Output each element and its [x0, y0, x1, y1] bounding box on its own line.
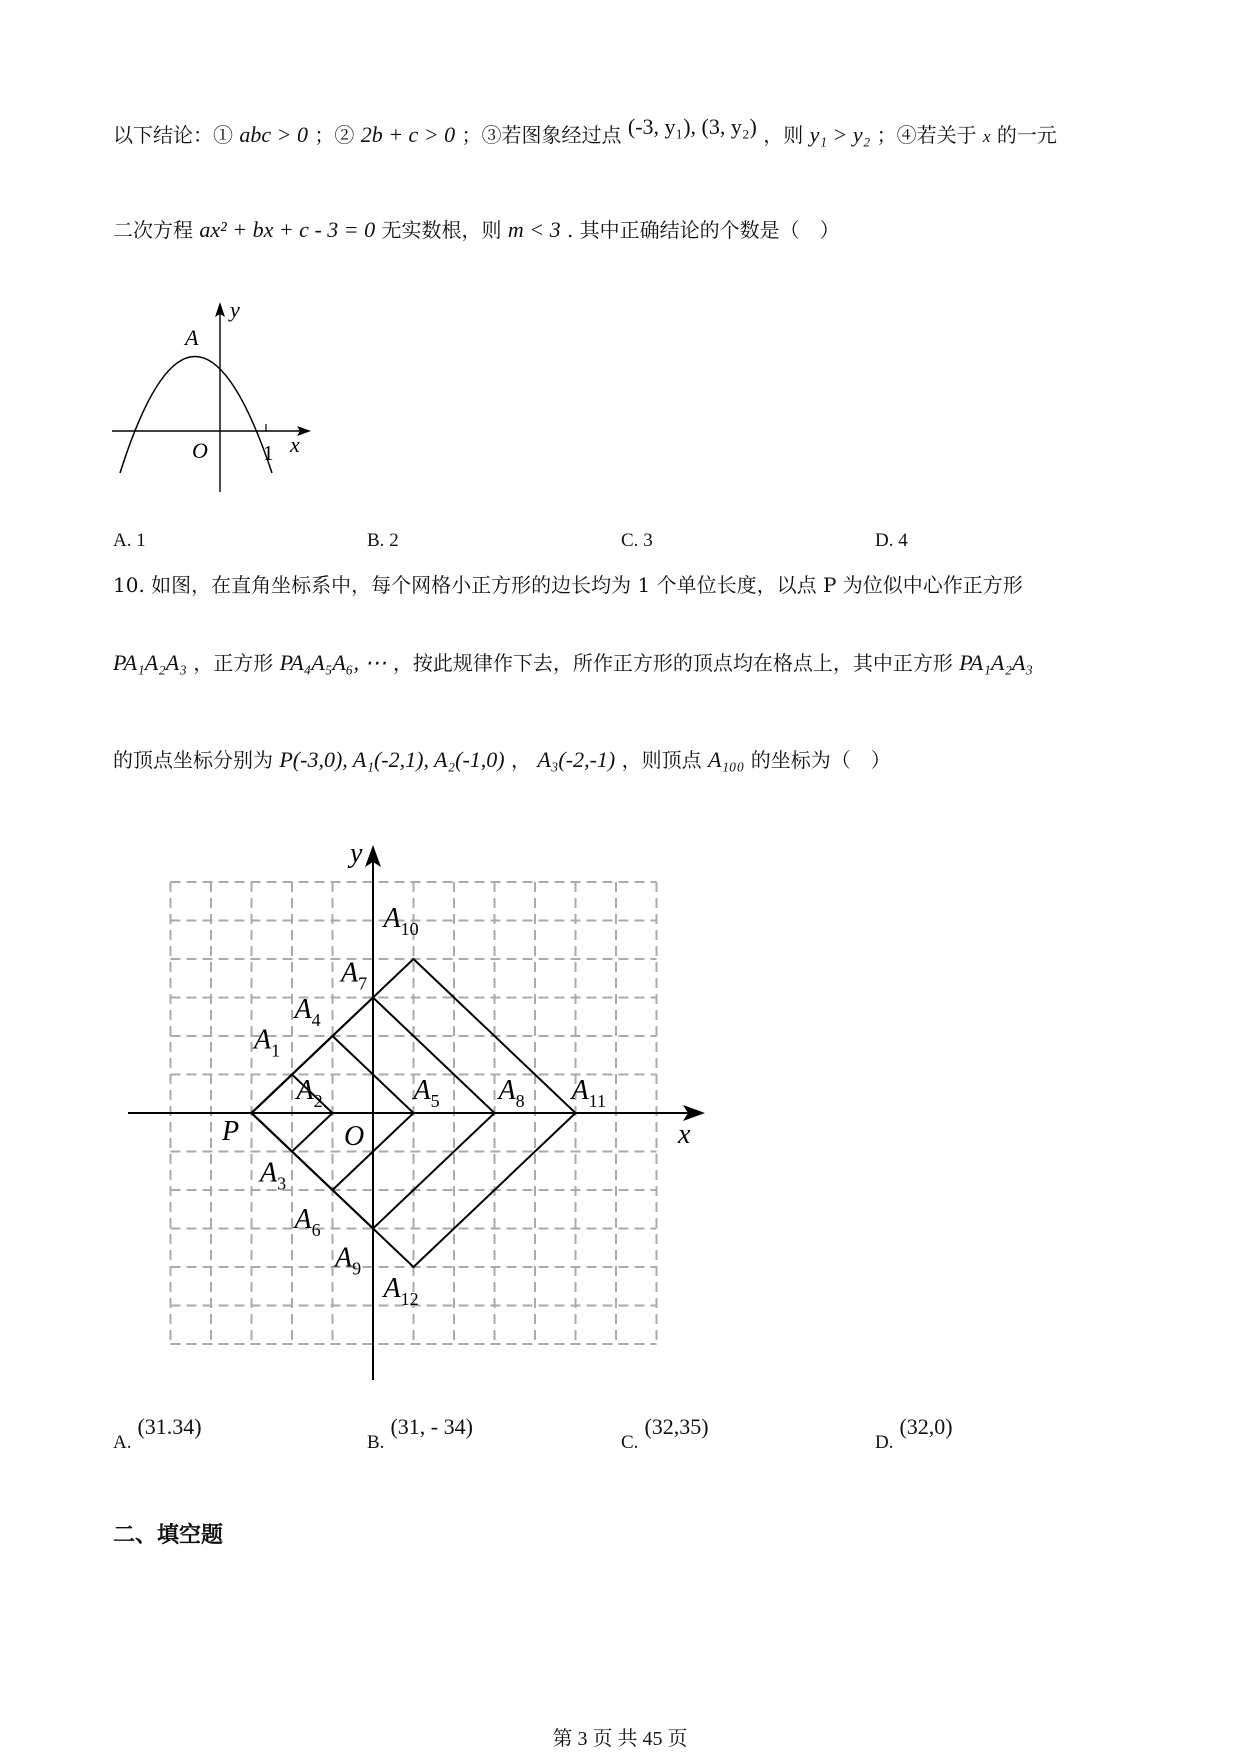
- text: ，: [510, 748, 531, 772]
- point-label-a3: $A_3$: [260, 1157, 287, 1194]
- option-letter: C.: [621, 1432, 639, 1453]
- text: 的一元: [996, 123, 1057, 147]
- math-a3: A₃(-2,-1): [537, 747, 616, 772]
- option-letter: B.: [367, 1432, 385, 1453]
- text: ；④若关于: [876, 123, 977, 147]
- math-coordinates: P(-3,0), A₁(-2,1), A₂(-1,0): [279, 747, 505, 772]
- y-axis-label: y: [230, 297, 240, 322]
- point-labels: [252, 903, 606, 1309]
- page-footer: 第 3 页 共 45 页: [552, 1728, 688, 1750]
- text: ；③若图象经过点: [461, 123, 622, 147]
- q10-option-a[interactable]: [113, 1414, 202, 1454]
- tick-label: 1: [263, 441, 274, 465]
- point-label-a4: $A_4$: [294, 994, 321, 1030]
- point-label-a6: $A_6$: [294, 1204, 321, 1240]
- origin-label: O: [192, 438, 208, 463]
- option-value: (31, - 34): [390, 1414, 473, 1439]
- text: ，按此规律作下去，所作正方形的顶点均在格点上，其中正方形: [392, 651, 953, 675]
- p-label: P: [222, 1116, 240, 1147]
- option-letter: A.: [113, 530, 137, 551]
- q10-option-c[interactable]: [621, 1414, 709, 1454]
- option-value: 2: [389, 530, 399, 551]
- math-points: (-3, y₁), (3, y₂): [627, 114, 757, 139]
- text: ；②: [314, 123, 355, 147]
- q10-option-b[interactable]: [367, 1414, 473, 1454]
- math-square-1: PA₁A₂A₃: [959, 650, 1034, 675]
- option-value: 4: [898, 530, 908, 551]
- origin-label: O: [344, 1121, 365, 1152]
- text: ，则顶点: [621, 748, 702, 772]
- option-value: (32,35): [644, 1414, 709, 1439]
- math-a100: A₁₀₀: [707, 747, 745, 772]
- text: 的顶点坐标分别为: [113, 748, 273, 772]
- x-axis-label: x: [678, 1119, 691, 1150]
- section-title: 二、填空题: [113, 1523, 224, 1548]
- math-square-1: PA₁A₂A₃: [113, 650, 187, 675]
- option-value: (31.34): [137, 1414, 202, 1439]
- text: ，则: [763, 123, 804, 147]
- q10-statement-line-1: 10. 如图，在直角坐标系中，每个网格小正方形的边长均为 1 个单位长度，以点 P 为位似中心作正方形: [113, 573, 1023, 597]
- option-value: 3: [643, 530, 653, 551]
- math-m-lt-3: m < 3: [507, 217, 561, 242]
- math-y1-y2: y₁ > y₂: [809, 122, 871, 147]
- math-2b-c: 2b + c > 0: [360, 122, 456, 147]
- point-label-a8: $A_8$: [498, 1075, 525, 1111]
- option-value: (32,0): [899, 1414, 953, 1439]
- vertex-label: A: [185, 325, 199, 350]
- option-value: 1: [136, 530, 146, 551]
- text: ，正方形: [193, 651, 274, 675]
- option-letter: B.: [367, 530, 390, 551]
- option-letter: D.: [875, 1432, 894, 1453]
- point-label-a12: $A_{12}$: [383, 1273, 419, 1309]
- text: . 其中正确结论的个数是（ ）: [566, 218, 840, 242]
- q10-option-d[interactable]: [875, 1414, 953, 1454]
- option-letter: D.: [875, 530, 899, 551]
- option-letter: C.: [621, 530, 644, 551]
- point-label-a2: $A_2$: [296, 1075, 323, 1111]
- text: 的坐标为（ ）: [750, 748, 891, 772]
- point-label-a9: $A_9$: [335, 1242, 362, 1279]
- math-square-2: PA₄A₅A₆, ⋯: [279, 650, 387, 675]
- math-equation: ax² + bx + c - 3 = 0: [199, 217, 376, 242]
- text: 以下结论：①: [113, 123, 233, 147]
- text: 二次方程: [113, 218, 193, 242]
- point-label-a5: $A_5$: [413, 1075, 440, 1111]
- point-label-a11: $A_{11}$: [571, 1075, 606, 1111]
- math-x: x: [982, 127, 991, 146]
- point-label-a7: $A_7$: [341, 957, 368, 994]
- option-letter: A.: [113, 1432, 132, 1453]
- y-axis-label: y: [350, 838, 363, 869]
- x-axis-label: x: [290, 432, 300, 457]
- point-label-a1: $A_1$: [254, 1024, 281, 1061]
- text: 无实数根，则: [381, 218, 502, 242]
- math-abc: abc > 0: [239, 122, 308, 147]
- point-label-a10: $A_{10}$: [383, 903, 419, 939]
